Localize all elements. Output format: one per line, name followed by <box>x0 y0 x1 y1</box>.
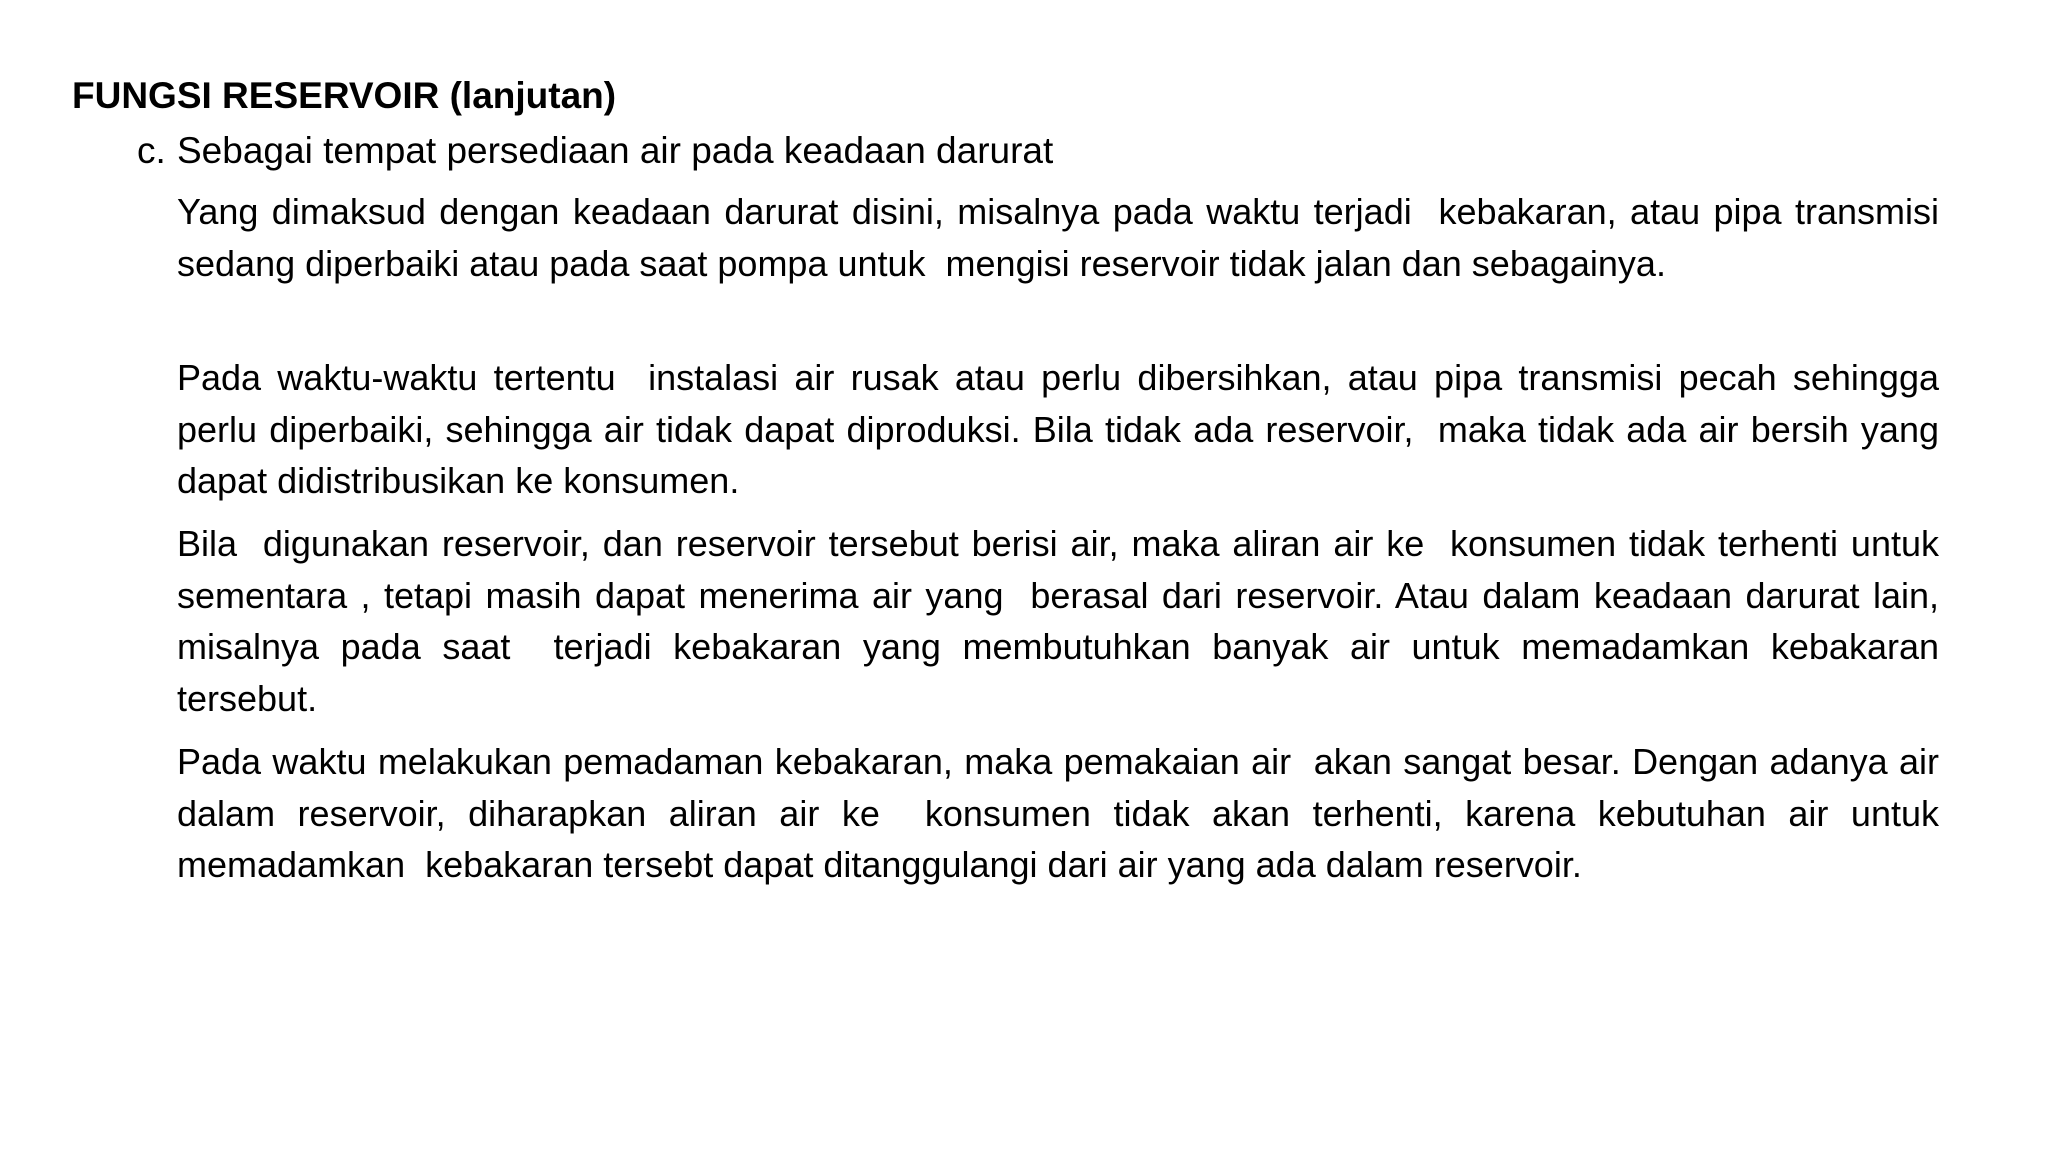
paragraph-2: Pada waktu-waktu tertentu instalasi air rusak atau perlu dibersihkan, atau pipa transmisi pecah sehingga perlu diperbaiki, sehingga air tidak dapat diproduksi. Bila tidak ada reservoir, maka tidak ada air bersih yang dapat didistribusikan ke konsumen. <box>177 357 1960 501</box>
list-item-text: Sebagai tempat persediaan air pada keadaan darurat <box>177 130 1054 171</box>
list-item-marker: c. <box>137 130 166 171</box>
paragraph-1: Yang dimaksud dengan keadaan darurat disini, misalnya pada waktu terjadi kebakaran, atau pipa transmisi sedang diperbaiki atau pada saat pompa untuk mengisi reservoir tidak jalan dan sebagainya. <box>177 191 1950 284</box>
slide-title: FUNGSI RESERVOIR (lanjutan) <box>72 75 617 116</box>
list-item-c <box>137 127 1053 175</box>
paragraph-4: Pada waktu melakukan pemadaman kebakaran, maka pemakaian air akan sangat besar. Dengan adanya air dalam reservoir, diharapkan aliran air ke konsumen tidak akan terhenti, karena kebutuhan air untuk memadamkan kebakaran tersebt dapat ditanggulangi dari air yang ada dalam reservoir. <box>177 741 1950 885</box>
paragraph-3: Bila digunakan reservoir, dan reservoir tersebut berisi air, maka aliran air ke konsumen tidak terhenti untuk sementara , tetapi masih dapat menerima air yang berasal dari reservoir. Atau dalam keadaan darurat lain, misalnya pada saat terjadi kebakaran yang membutuhkan banyak air untuk memadamkan kebakaran tersebut. <box>177 523 1960 719</box>
